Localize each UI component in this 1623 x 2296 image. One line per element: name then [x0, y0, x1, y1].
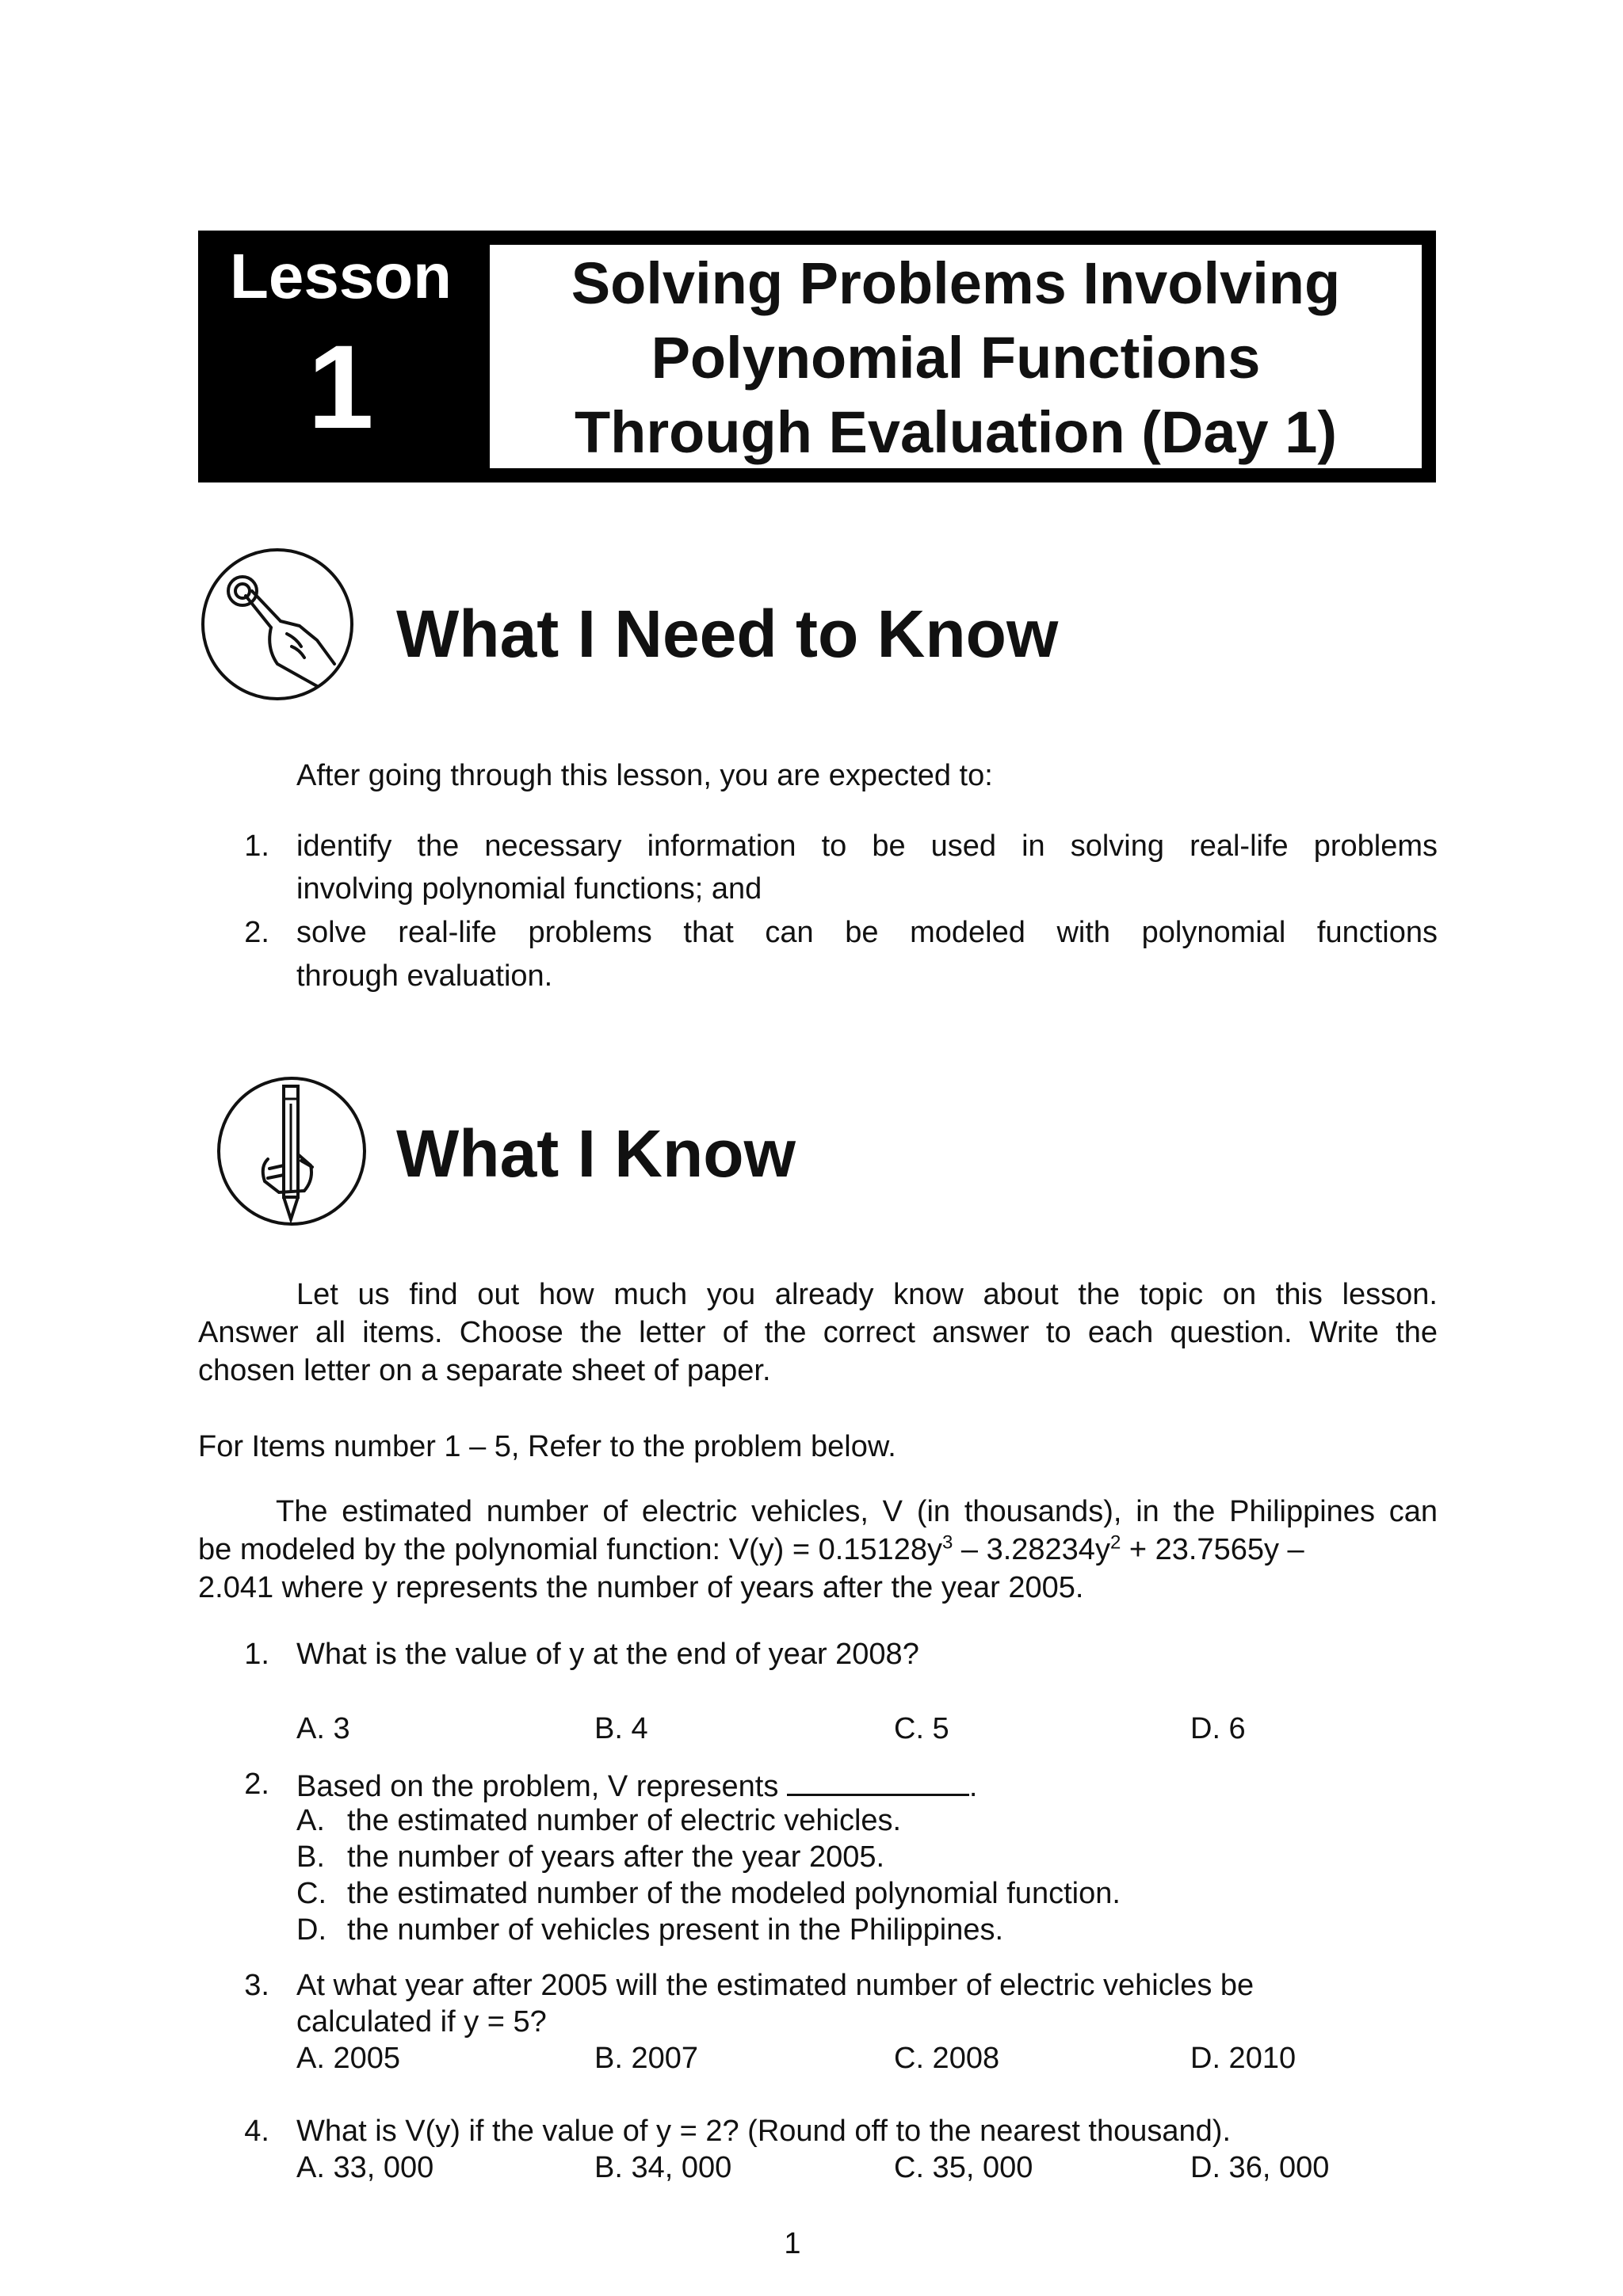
lesson-title: [490, 245, 1422, 468]
what-i-know-intro: [198, 1276, 1438, 1390]
section-title-need-to-know: What I Need to Know: [396, 597, 1059, 671]
question-text-end: .: [968, 1770, 978, 1803]
question-text-part: Based on the problem, V represents: [296, 1770, 779, 1803]
section-title-what-i-know: What I Know: [396, 1116, 796, 1191]
answer-choice: B. 4: [594, 1712, 648, 1745]
option-text: the number of years after the year 2005.: [347, 1840, 885, 1874]
question-number: 4.: [244, 2115, 269, 2148]
function-text: [198, 1531, 1304, 1569]
lesson-header: [198, 231, 1436, 482]
exponent: 3: [941, 1531, 953, 1554]
objective-line: [296, 827, 1438, 865]
hand-with-pencil-icon: [212, 1072, 371, 1230]
answer-choice: B. 34, 000: [594, 2151, 732, 2184]
intro-line: chosen letter on a separate sheet of paper.: [198, 1354, 771, 1387]
option-letter: C.: [296, 1877, 327, 1910]
option-letter: A.: [296, 1804, 325, 1837]
objective-line: through evaluation.: [296, 959, 553, 993]
objective-line: involving polynomial functions; and: [296, 872, 762, 906]
option-text: the estimated number of electric vehicles.: [347, 1804, 902, 1837]
objective-number: 2.: [244, 916, 269, 949]
page-number: 1: [784, 2227, 801, 2260]
lesson-label: [198, 231, 483, 482]
answer-choice: A. 3: [296, 1712, 350, 1745]
option-letter: B.: [296, 1840, 325, 1874]
question-number: 1.: [244, 1638, 269, 1671]
lesson-title-line: Solving Problems Involving: [571, 250, 1341, 316]
answer-choice: C. 5: [894, 1712, 949, 1745]
objective-text: identify the necessary information to be used in solving real-life problems: [296, 830, 1438, 863]
problem-line: The estimated number of electric vehicles, V (in thousands), in the Philippines can: [276, 1495, 1438, 1528]
intro-line: Let us find out how much you already know about the topic on this lesson.: [296, 1278, 1438, 1311]
question-number: 2.: [244, 1768, 269, 1801]
objective-text: solve real-life problems that can be modeled with polynomial functions: [296, 916, 1438, 949]
question-text: calculated if y = 5?: [296, 2005, 547, 2039]
option-text: the number of vehicles present in the Philippines.: [347, 1913, 1004, 1947]
answer-choice: D. 36, 000: [1190, 2151, 1330, 2184]
answer-choice: C. 35, 000: [894, 2151, 1033, 2184]
answer-choice: D. 6: [1190, 1712, 1246, 1745]
answer-blank: [787, 1765, 969, 1796]
question-text: At what year after 2005 will the estimated number of electric vehicles be: [296, 1969, 1254, 2002]
lesson-title-line: Polynomial Functions: [651, 325, 1261, 391]
lesson-word: Lesson: [229, 241, 453, 311]
lesson-title-line: Through Evaluation (Day 1): [574, 399, 1338, 465]
answer-choice: B. 2007: [594, 2042, 698, 2075]
problem-line: 2.041 where y represents the number of years after the year 2005.: [198, 1571, 1084, 1604]
function-part: – 3.28234y: [953, 1533, 1110, 1566]
objective-line: [296, 913, 1438, 952]
option-letter: D.: [296, 1913, 327, 1947]
question-text: What is V(y) if the value of y = 2? (Round off to the nearest thousand).: [296, 2115, 1232, 2148]
function-part: be modeled by the polynomial function: V(y) = 0.15128y: [198, 1533, 942, 1566]
problem-statement: [198, 1493, 1438, 1607]
exponent: 2: [1109, 1531, 1121, 1554]
question-text: [296, 1765, 977, 1806]
answer-choice: A. 33, 000: [296, 2151, 434, 2184]
intro-line: Answer all items. Choose the letter of the correct answer to each question. Write the: [198, 1316, 1438, 1349]
question-text: What is the value of y at the end of year 2008?: [296, 1638, 919, 1671]
question-number: 3.: [244, 1969, 269, 2002]
function-part: + 23.7565y –: [1121, 1533, 1304, 1566]
objective-number: 1.: [244, 830, 269, 863]
lesson-number: 1: [307, 320, 374, 453]
answer-choice: D. 2010: [1190, 2042, 1296, 2075]
problem-line: [198, 1531, 1438, 1569]
need-to-know-intro: After going through this lesson, you are expected to:: [296, 759, 993, 792]
pointing-hand-icon: [198, 545, 357, 704]
answer-choice: C. 2008: [894, 2042, 1000, 2075]
answer-choice: A. 2005: [296, 2042, 400, 2075]
items-note: For Items number 1 – 5, Refer to the problem below.: [198, 1430, 896, 1463]
option-text: the estimated number of the modeled polynomial function.: [347, 1877, 1121, 1910]
